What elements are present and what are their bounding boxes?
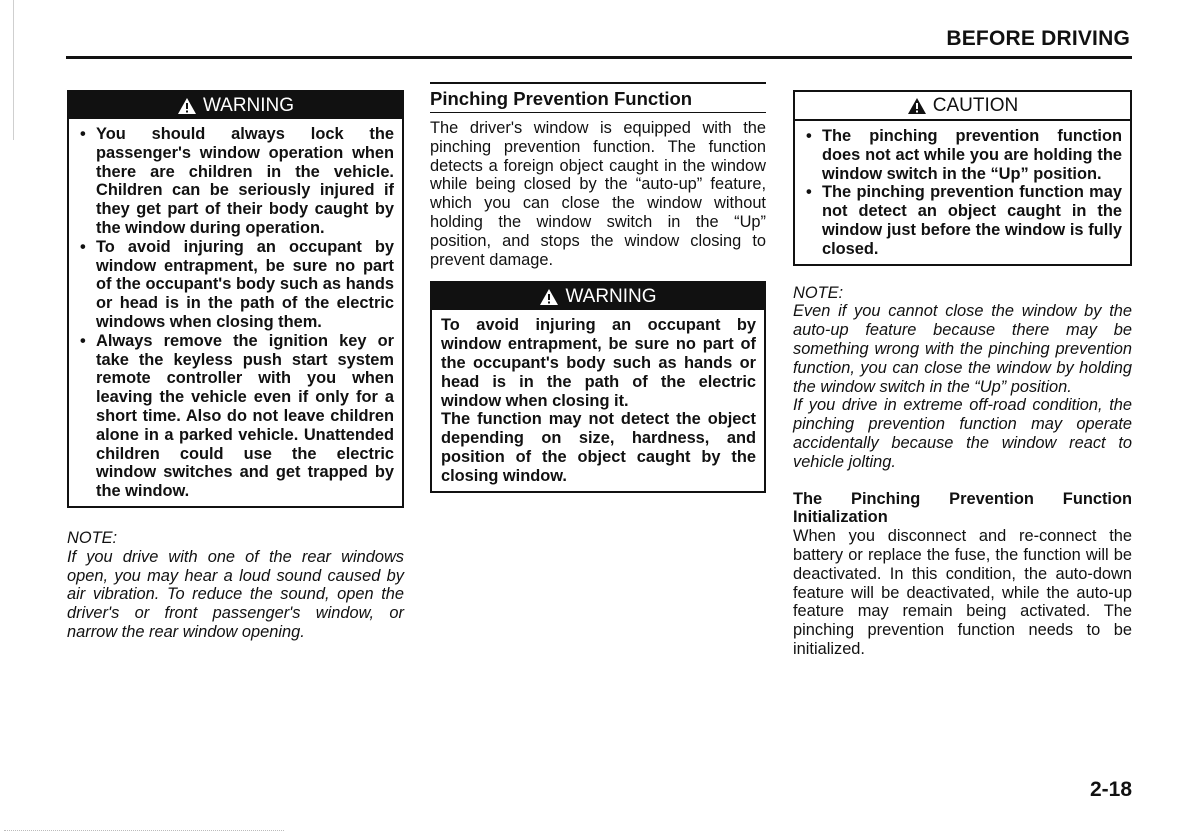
note-text: Even if you cannot close the window by the auto-up feature because there may be something wrong with the pinching prevention function, you can close the window by holding the window switch in the “Up” position. xyxy=(793,302,1132,396)
warning-title: WARNING xyxy=(565,286,657,308)
caution-header xyxy=(795,92,1130,121)
left-column xyxy=(67,90,404,642)
warning-header xyxy=(432,283,764,310)
section-heading: Pinching Prevention Function xyxy=(430,82,766,113)
warning-header xyxy=(69,92,402,119)
page-edge-line xyxy=(13,0,14,140)
warning-paragraph: To avoid injuring an occupant by window entrapment, be sure no part of the occupant's body such as hands or head is in the path of the electric window when closing it. xyxy=(441,316,756,410)
caution-item: • The pinching prevention function may not detect an object caught in the window just before the window is fully closed. xyxy=(804,183,1122,258)
warning-triangle-icon xyxy=(177,97,197,115)
header-rule xyxy=(66,56,1132,59)
scan-artifact xyxy=(4,830,284,832)
body-paragraph: When you disconnect and re-connect the battery or replace the fuse, the function will be deactivated. In this condition, the auto-down feature will be deactivated, while the auto-up feature may remain being activated. The pinching prevention function needs to be initialized. xyxy=(793,527,1132,658)
note-label: NOTE: xyxy=(793,283,844,302)
caution-item: • The pinching prevention function does not act while you are holding the window switch in the “Up” position. xyxy=(804,127,1122,183)
note-label: NOTE: xyxy=(67,528,118,547)
warning-paragraph: The function may not detect the object depending on size, hardness, and position of the object caught by the closing window. xyxy=(441,410,756,485)
section-title: BEFORE DRIVING xyxy=(946,27,1130,50)
caution-triangle-icon xyxy=(907,97,927,115)
warning-item: • To avoid injuring an occupant by window entrapment, be sure no part of the occupant's body such as hands or head is in the path of the electric windows when closing them. xyxy=(78,238,394,332)
warning-item: • You should always lock the passenger's window operation when there are children in the vehicle. Children can be seriously injured if they get part of their body caught by the window during operation. xyxy=(78,125,394,238)
warning-box-middle xyxy=(430,281,766,492)
warning-item: • Always remove the ignition key or take the keyless push start system remote controller with you when leaving the vehicle even if only for a short time. Also do not leave children alone in a parked vehicle. Unattended children could use the electric window switches and get trapped by the window. xyxy=(78,332,394,501)
subsection-heading: The Pinching Prevention Function Initialization xyxy=(793,489,1132,527)
body-paragraph: The driver's window is equipped with the pinching prevention function. The function detects a foreign object caught in the window while being closed by the “auto-up” feature, which you can close the window without holding the window switch in the “Up” position, and stops the window closing to prevent damage. xyxy=(430,119,766,269)
caution-box xyxy=(793,90,1132,266)
page-number: 2-18 xyxy=(1089,778,1132,801)
middle-column xyxy=(430,82,766,493)
caution-title: CAUTION xyxy=(932,95,1019,116)
warning-title: WARNING xyxy=(202,95,295,116)
caution-body xyxy=(795,121,1130,264)
right-column xyxy=(793,90,1132,659)
warning-box-left xyxy=(67,90,404,508)
note-text: If you drive with one of the rear windows open, you may hear a loud sound caused by air vibration. To reduce the sound, open the driver's or front passenger's window, or narrow the rear window opening. xyxy=(67,547,404,641)
warning-triangle-icon xyxy=(539,288,559,306)
note-text: If you drive in extreme off-road condition, the pinching prevention function may operate accidentally because the window react to vehicle jolting. xyxy=(793,396,1132,471)
warning-body xyxy=(432,310,764,490)
warning-body xyxy=(69,119,402,506)
